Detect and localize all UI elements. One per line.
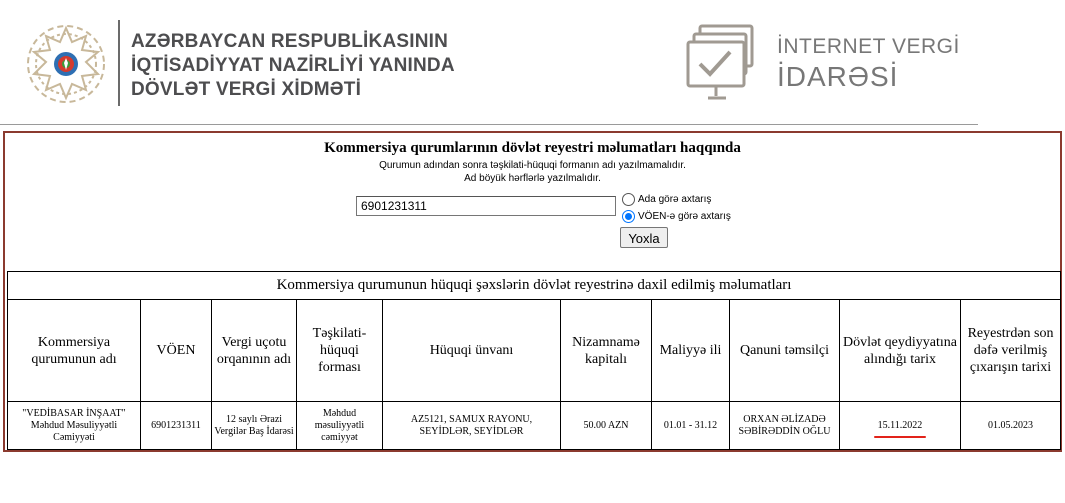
radio-button-name[interactable] — [622, 193, 635, 206]
header-fiscal-year: Maliyyə ili — [652, 300, 730, 402]
form-title: Kommersiya qurumlarının dövlət reyestri məlumatları haqqında — [324, 140, 741, 156]
cell-company-name: "VEDİBASAR İNŞAAT" Məhdud Məsuliyyətli Cəmiyyəti — [8, 402, 141, 450]
page-header — [0, 0, 1065, 126]
header-legal-form: Təşkilati-hüquqi forması — [297, 300, 383, 402]
cell-address: AZ5121, SAMUX RAYONU, SEYİDLƏR, SEYİDLƏR — [383, 402, 561, 450]
header-last-extract-date: Reyestrdən son dəfə verilmiş çıxarışın tarixi — [961, 300, 1061, 402]
header-registration-date: Dövlət qeydiyyatına alındığı tarix — [840, 300, 961, 402]
form-note-1: Qurumun adından sonra təşkilati-hüquqi formanın adı yazılmamalıdır. — [379, 160, 686, 171]
cell-tax-office: 12 saylı Ərazi Vergilər Baş İdarəsi — [212, 402, 297, 450]
radio-search-by-voen[interactable] — [622, 208, 731, 224]
header-company-name: Kommersiya qurumunun adı — [8, 300, 141, 402]
results-caption: Kommersiya qurumunun hüquqi şəxslərin dövlət reyestrinə daxil edilmiş məlumatları — [8, 272, 1061, 300]
state-emblem-icon — [24, 22, 108, 106]
header-voen: VÖEN — [141, 300, 212, 402]
portal-line-2: İDARƏSİ — [777, 61, 899, 92]
header-capital: Nizamnamə kapitalı — [561, 300, 652, 402]
registry-search-panel — [3, 131, 1062, 452]
search-input[interactable] — [356, 196, 616, 216]
monitor-checkmark-icon — [686, 22, 764, 106]
cell-capital: 50.00 AZN — [561, 402, 652, 450]
check-button[interactable]: Yoxla — [620, 227, 668, 248]
cell-representative: ORXAN ƏLİZADƏ SƏBİRƏDDİN OĞLU — [730, 402, 840, 450]
table-row — [8, 402, 1061, 450]
portal-line-1: İNTERNET VERGİ — [777, 35, 960, 58]
radio-name-label: Ada görə axtarış — [638, 193, 712, 205]
cell-fiscal-year: 01.01 - 31.12 — [652, 402, 730, 450]
results-table — [7, 271, 1061, 450]
header-rule — [0, 124, 978, 125]
form-note-2: Ad böyük hərflərlə yazılmalıdır. — [464, 173, 601, 184]
header-divider — [118, 20, 120, 106]
cell-legal-form: Məhdud məsuliyyətli cəmiyyət — [297, 402, 383, 450]
cell-registration-date — [840, 402, 961, 450]
cell-voen: 6901231311 — [141, 402, 212, 450]
results-header-row — [8, 300, 1061, 402]
agency-line-3: DÖVLƏT VERGİ XİDMƏTİ — [131, 79, 362, 100]
agency-line-2: İQTİSADİYYAT NAZİRLİYİ YANINDA — [131, 55, 455, 76]
radio-button-voen[interactable] — [622, 210, 635, 223]
registration-date-value: 15.11.2022 — [877, 419, 923, 431]
radio-voen-label: VÖEN-ə görə axtarış — [638, 210, 731, 222]
header-representative: Qanuni təmsilçi — [730, 300, 840, 402]
radio-search-by-name[interactable] — [622, 191, 711, 207]
agency-line-1: AZƏRBAYCAN RESPUBLİKASININ — [131, 31, 449, 52]
agency-name — [131, 30, 455, 102]
header-address: Hüquqi ünvanı — [383, 300, 561, 402]
header-tax-office: Vergi uçotu orqanının adı — [212, 300, 297, 402]
cell-last-extract-date: 01.05.2023 — [961, 402, 1061, 450]
portal-title — [777, 34, 960, 94]
